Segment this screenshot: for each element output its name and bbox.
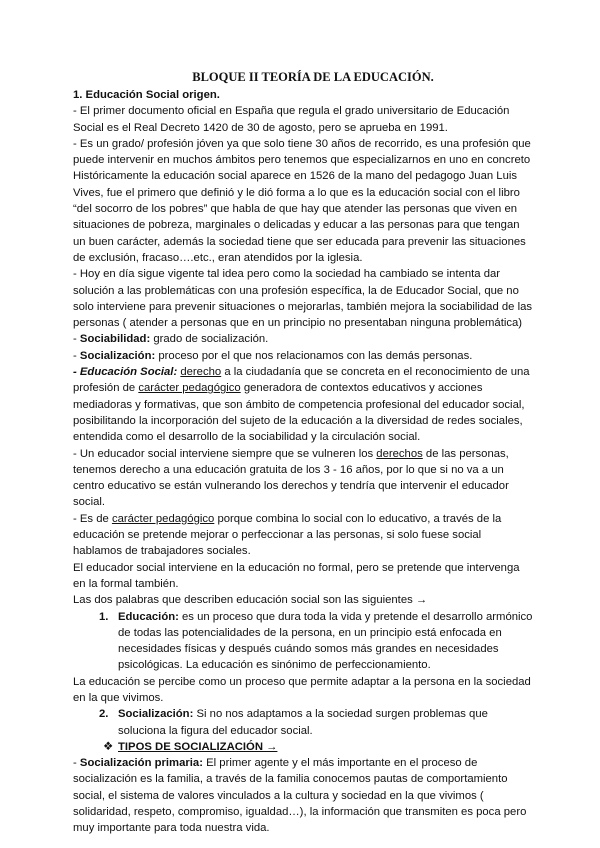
tipos-socializacion-heading [73, 739, 533, 755]
term-educacion-social: - Educación Social: [73, 366, 178, 379]
paragraph-socializacion-primaria: - Socialización primaria: El primer agente y el más importante en el proceso de socialización es la familia, a través de la familia conocemos pautas de comportamiento social, el sistema de valores vinculados a la cultura y sociedad en la que vivimos ( solidaridad, respeto, compromiso, igualdad…), la información que transmiten es poca pero muy importante para toda nuestra vida. [73, 757, 527, 835]
paragraph-origen-historico: - Es un grado/ profesión jóven ya que solo tiene 30 años de recorrido, es una profesión que puede intervenir en muchos ámbitos pero tenemos que especializarnos en uno en concreto Históricamente la educación social aparece en 1526 de la mano del pedagogo Juan Luis Vives, fue el primero que definió y le dió forma a lo que es la educación social con el libro “del socorro de los pobres” que habla de que hay que atender las personas que viven en situaciones de pobreza, marginales o delicadas y educar a las personas para que tengan un buen carácter, además la sociedad tiene que ser educada para prevenir las situaciones de exclusión, fracaso….etc., eran atendidos por la iglesia. [73, 137, 531, 264]
section-heading: 1. Educación Social origen. [73, 89, 220, 101]
underlined-caracter-pedagogico: carácter pedagógico [138, 382, 241, 395]
paragraph-derechos: - Un educador social interviene siempre que se vulneren los derechos de las personas, tenemos derecho a una educación gratuita de los 3 - 16 años, por lo que si no va a un centro educativo se están vulnerando los derechos y tendría que intervenir el educador social. [73, 447, 509, 509]
list-item-socializacion: 2. Socialización: Si no nos adaptamos a la sociedad surgen problemas que soluciona la figura del educador social. [99, 708, 488, 737]
list-item-educacion: 1. Educación: es un proceso que dura toda la vida y pretende el desarrollo armónico de todas las potencialidades de la persona, en un principio está enfocada en necesidades físicas y después cuándo somos más grandes en necesidades psicológicas. La educación es sinónimo de perfeccionamiento. [99, 610, 533, 672]
paragraph-actualidad: - Hoy en día sigue vigente tal idea pero como la sociedad ha cambiado se intenta dar solución a las problemáticas con una profesión específica, la de Educador Social, que no solo interviene para prevenir situaciones o mejorarlas, también mejora la sociabilidad de las personas ( atender a personas que en un principio no presentaban ninguna problemática) [73, 268, 533, 330]
paragraph-adaptar-persona: La educación se percibe como un proceso que permite adaptar a la persona en la sociedad en la que vivimos. [73, 675, 531, 704]
paragraph-caracter-pedagogico: - Es de carácter pedagógico porque combina lo social con lo educativo, a través de la educación se pretende mejorar o perfeccionar a las personas, si solo fuese social hablamos de trabajadores sociales. [73, 512, 502, 558]
underlined-derechos: derechos [376, 447, 423, 460]
paragraph-dos-palabras: Las dos palabras que describen educación social son las siguientes → [73, 594, 428, 607]
underlined-derecho: derecho [180, 366, 222, 379]
paragraph-real-decreto: - El primer documento oficial en España que regula el grado universitario de Educación Social es el Real Decreto 1420 de 30 de agosto, pero se aprueba en 1991. [73, 105, 510, 134]
paragraph-educacion-no-formal: El educador social interviene en la educación no formal, pero se pretende que intervenga en la formal también. [73, 561, 520, 590]
document-title: BLOQUE II TEORÍA DE LA EDUCACIÓN. [192, 70, 434, 84]
term-sociabilidad: Sociabilidad: [79, 333, 151, 346]
diamond-bullet-icon: ❖ [103, 740, 114, 753]
term-educacion: Educación: [118, 610, 179, 623]
term-socializacion-primaria: Socialización primaria: [79, 757, 203, 770]
term-socializacion-2: Socialización: [118, 708, 194, 721]
tipos-label: TIPOS DE SOCIALIZACIÓN → [118, 740, 278, 753]
term-socializacion: Socialización: [79, 349, 156, 362]
underlined-caracter-pedagogico-2: carácter pedagógico [111, 512, 215, 525]
definition-educacion-social: - Educación Social: derecho a la ciudadanía que se concreta en el reconocimiento de una profesión de carácter pedagógico generadora de contextos educativos y acciones mediadoras y formativas, que son ámbito de competencia profesional del educador social, posibilitando la incorporación del sujeto de la educación a la diversidad de redes sociales, entendida como el desarrollo de la sociabilidad y la circulación social. [73, 366, 530, 444]
definition-socializacion: - Socialización: proceso por el que nos relacionamos con las demás personas. [73, 349, 473, 362]
document-body [73, 70, 533, 837]
definition-sociabilidad: - Sociabilidad: grado de socialización. [73, 333, 269, 346]
